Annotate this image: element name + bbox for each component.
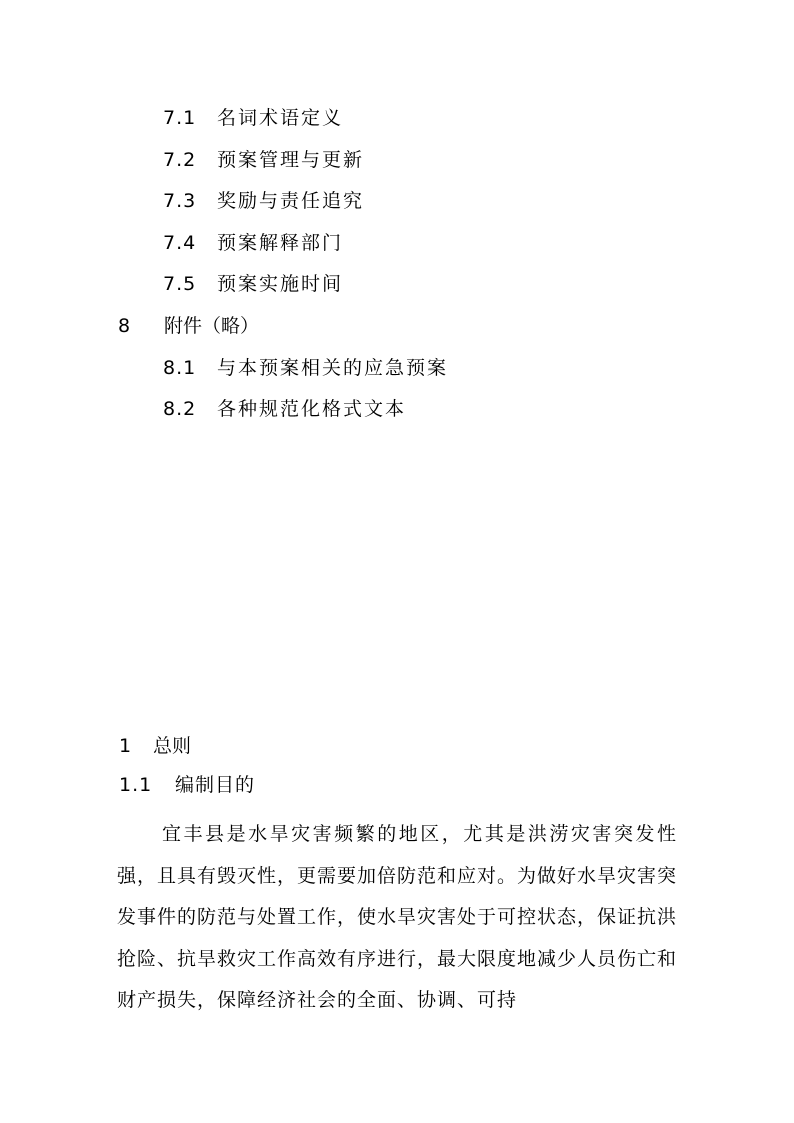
subsection-number: 1.1 (119, 774, 153, 796)
toc-item-number: 8.1 (163, 357, 197, 379)
toc-item-7-4 (163, 231, 343, 255)
toc-item-label: 预案解释部门 (217, 232, 344, 254)
toc-item-label: 各种规范化格式文本 (217, 398, 407, 420)
toc-item-label: 与本预案相关的应急预案 (217, 357, 449, 379)
subsection-title: 编制目的 (175, 774, 256, 796)
toc-item-8-2 (163, 397, 406, 421)
toc-item-label: 名词术语定义 (217, 107, 344, 129)
toc-item-8-1 (163, 356, 448, 380)
section-title: 总则 (153, 735, 192, 757)
toc-item-number: 7.3 (163, 190, 197, 212)
toc-item-number: 8 (118, 315, 132, 337)
toc-item-label: 预案管理与更新 (217, 149, 365, 171)
toc-item-7-3 (163, 189, 364, 213)
toc-item-label: 奖励与责任追究 (217, 190, 365, 212)
toc-item-number: 7.4 (163, 232, 197, 254)
toc-item-8 (118, 314, 259, 338)
toc-item-number: 8.2 (163, 398, 197, 420)
toc-item-7-1 (163, 106, 343, 130)
toc-item-number: 7.5 (163, 273, 197, 295)
subsection-heading (119, 773, 255, 797)
toc-item-number: 7.2 (163, 149, 197, 171)
toc-item-7-5 (163, 272, 343, 296)
toc-item-label: 附件（略） (164, 315, 260, 337)
toc-item-label: 预案实施时间 (217, 273, 344, 295)
section-number: 1 (119, 735, 133, 757)
toc-item-7-2 (163, 148, 364, 172)
body-paragraph: 宜丰县是水旱灾害频繁的地区，尤其是洪涝灾害突发性强，且具有毁灭性，更需要加倍防范和应对。为做好水旱灾害突发事件的防范与处置工作，使水旱灾害处于可控状态，保证抗洪抢险、抗旱救灾工作高效有序进行，最大限度地减少人员伤亡和财产损失，保障经济社会的全面、协调、可持 (117, 823, 678, 1011)
toc-item-number: 7.1 (163, 107, 197, 129)
section-heading (119, 734, 191, 758)
